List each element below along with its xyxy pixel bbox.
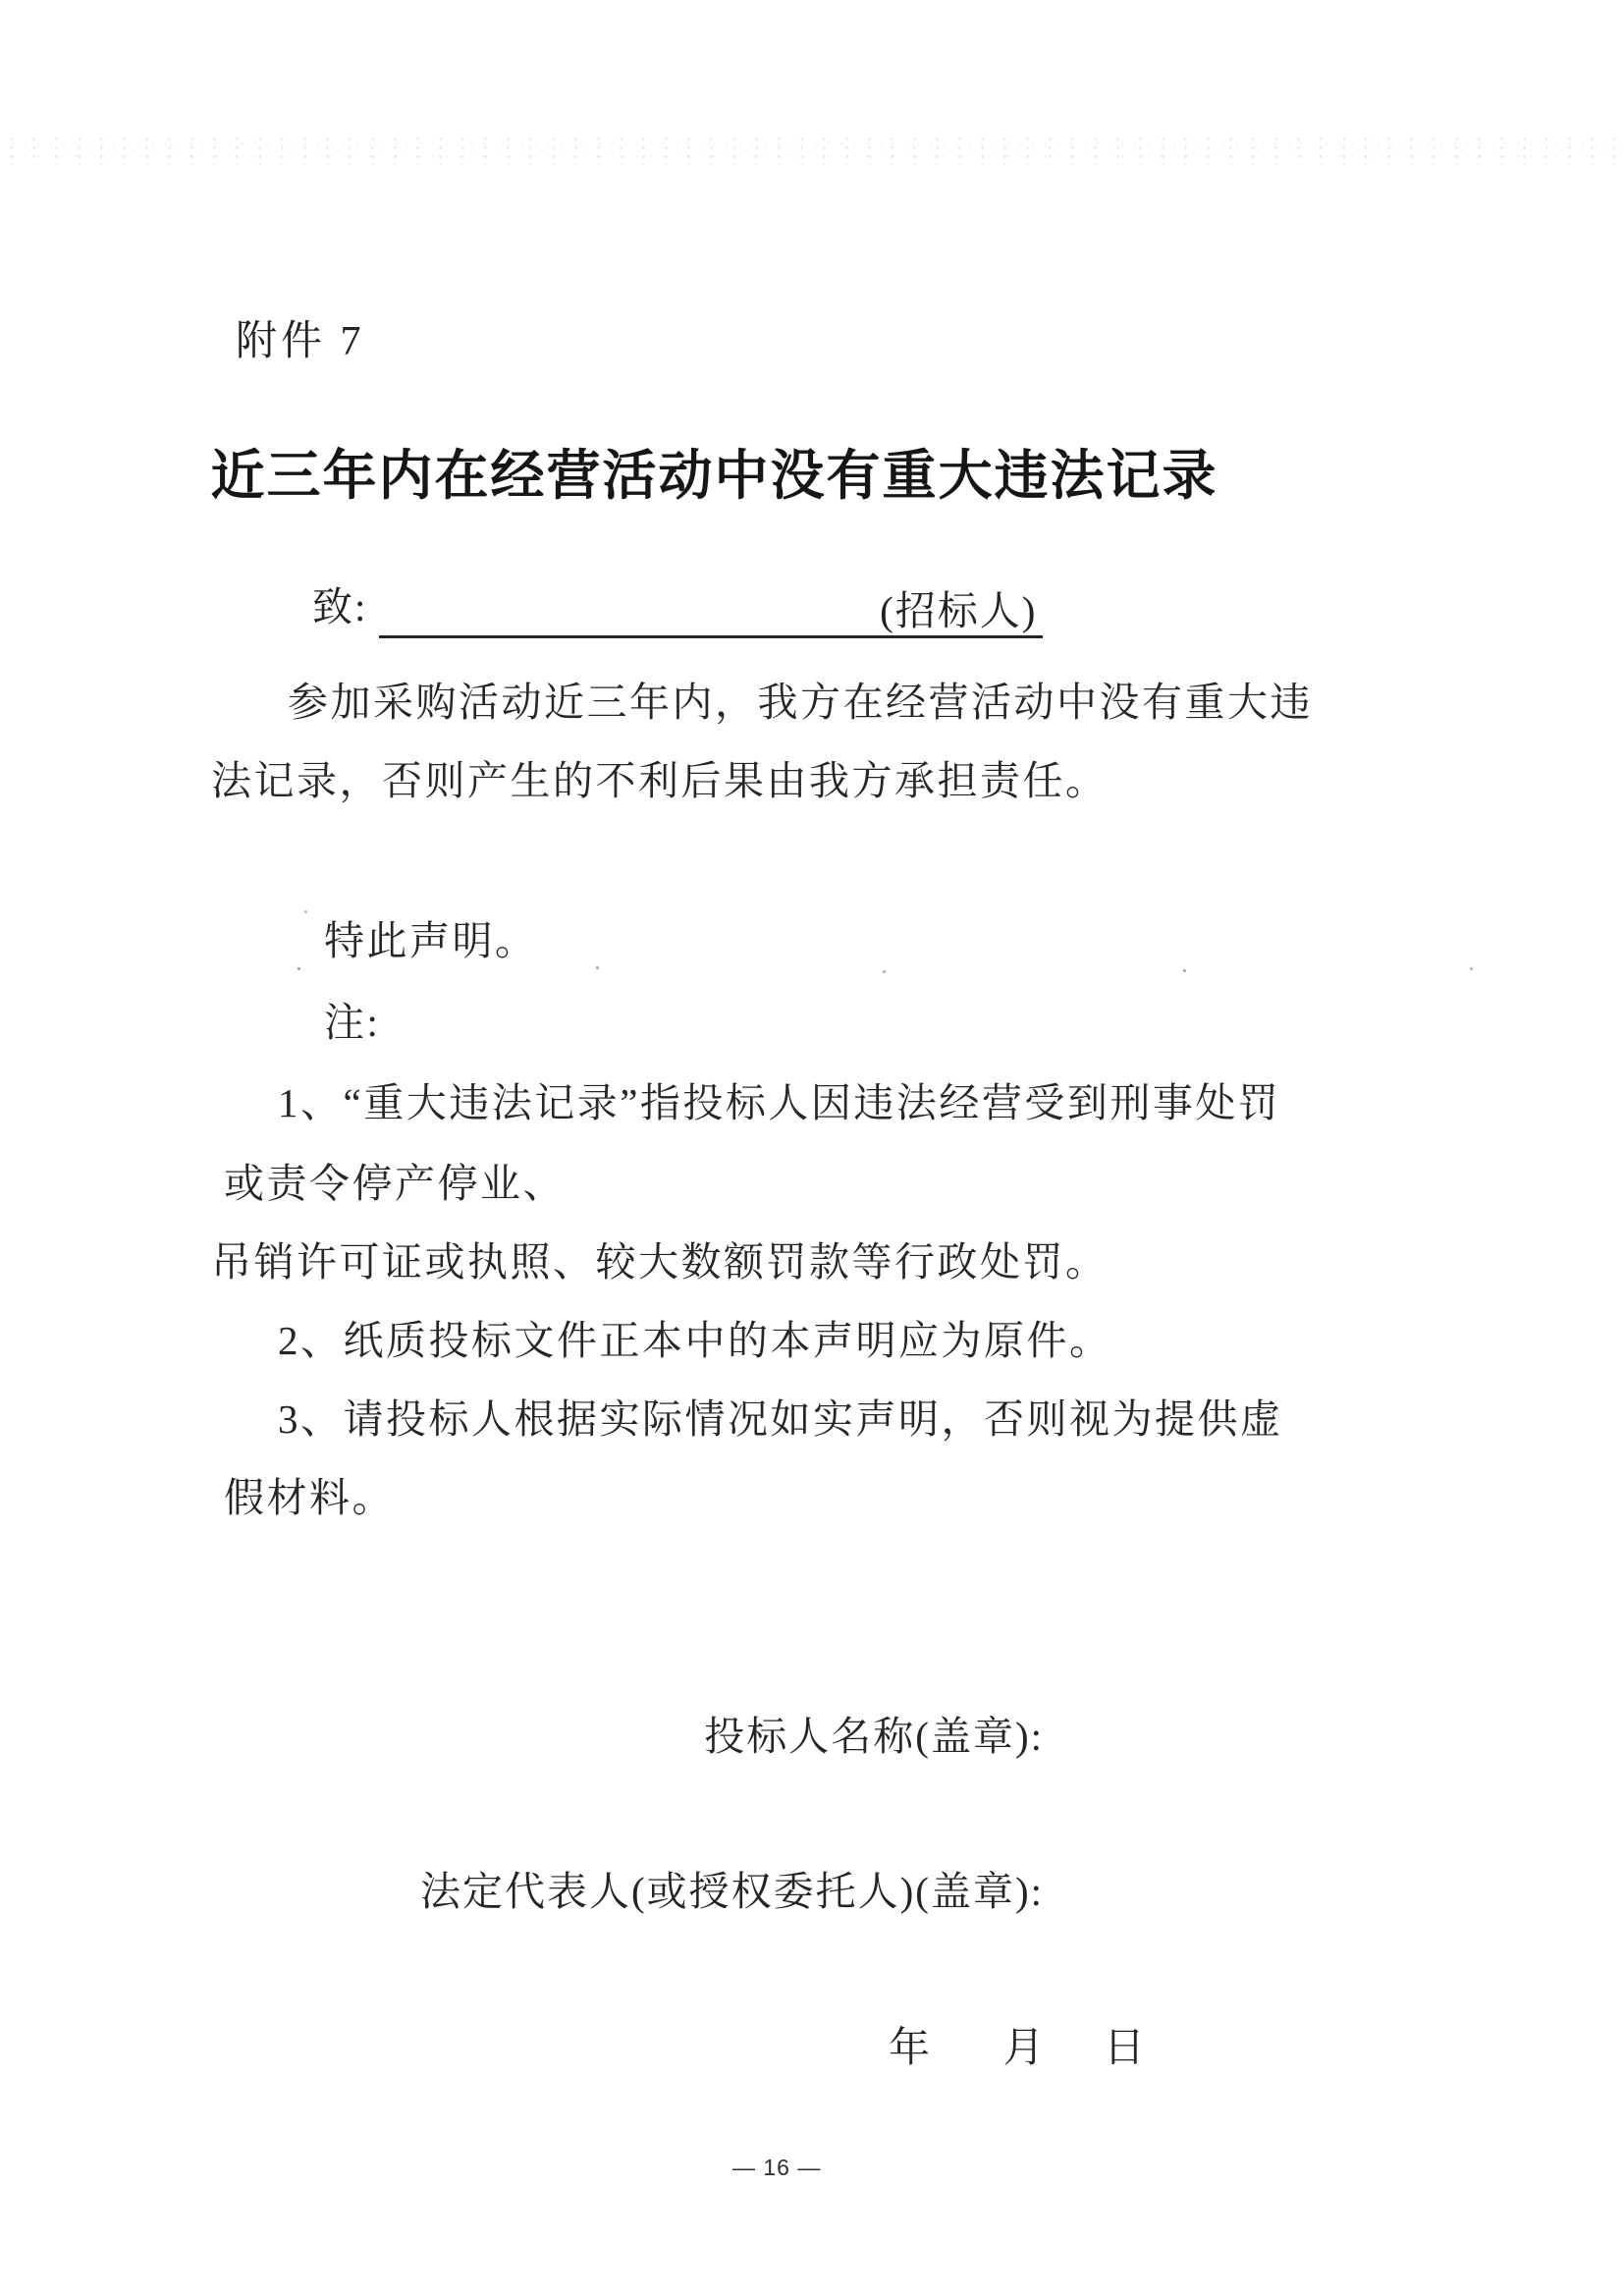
document-title: 近三年内在经营活动中没有重大违法记录 — [210, 446, 1218, 506]
note-line-3: 吊销许可证或执照、较大数额罚款等行政处罚。 — [211, 1239, 1109, 1285]
salutation-prefix: 致: — [312, 584, 368, 629]
signature-date-line — [889, 2015, 1145, 2074]
note-line-1: 1、“重大违法记录”指投标人因违法经营受到刑事处罚 — [278, 1080, 1281, 1125]
note-line-5: 3、请投标人根据实际情况如实声明，否则视为提供虚 — [278, 1396, 1283, 1442]
date-day-label: 日 — [1104, 2026, 1146, 2071]
body-paragraph-line-1: 参加采购活动近三年内，我方在经营活动中没有重大违 — [288, 680, 1313, 725]
salutation-blank-line — [379, 588, 1043, 638]
note-line-6: 假材料。 — [224, 1475, 395, 1520]
scan-noise-band — [0, 136, 1623, 165]
salutation-line — [312, 575, 1043, 638]
date-year-label: 年 — [889, 2026, 931, 2071]
declaration-line: 特此声明。 — [324, 918, 538, 963]
note-line-4: 2、纸质投标文件正本中的本声明应为原件。 — [278, 1318, 1112, 1363]
salutation-suffix: (招标人) — [880, 587, 1038, 633]
body-paragraph-line-2: 法记录，否则产生的不利后果由我方承担责任。 — [211, 758, 1109, 803]
scan-noise-dots — [298, 967, 300, 970]
signature-legal-representative-label: 法定代表人(或授权委托人)(盖章): — [419, 1869, 1044, 1914]
note-line-2: 或责令停产停业、 — [224, 1161, 566, 1206]
notes-label: 注: — [324, 1000, 381, 1045]
signature-bidder-name-label: 投标人名称(盖章): — [704, 1714, 1044, 1759]
attachment-label: 附件 7 — [236, 319, 365, 364]
page-number: — 16 — — [732, 2155, 822, 2180]
date-month-label: 月 — [1002, 2026, 1045, 2071]
